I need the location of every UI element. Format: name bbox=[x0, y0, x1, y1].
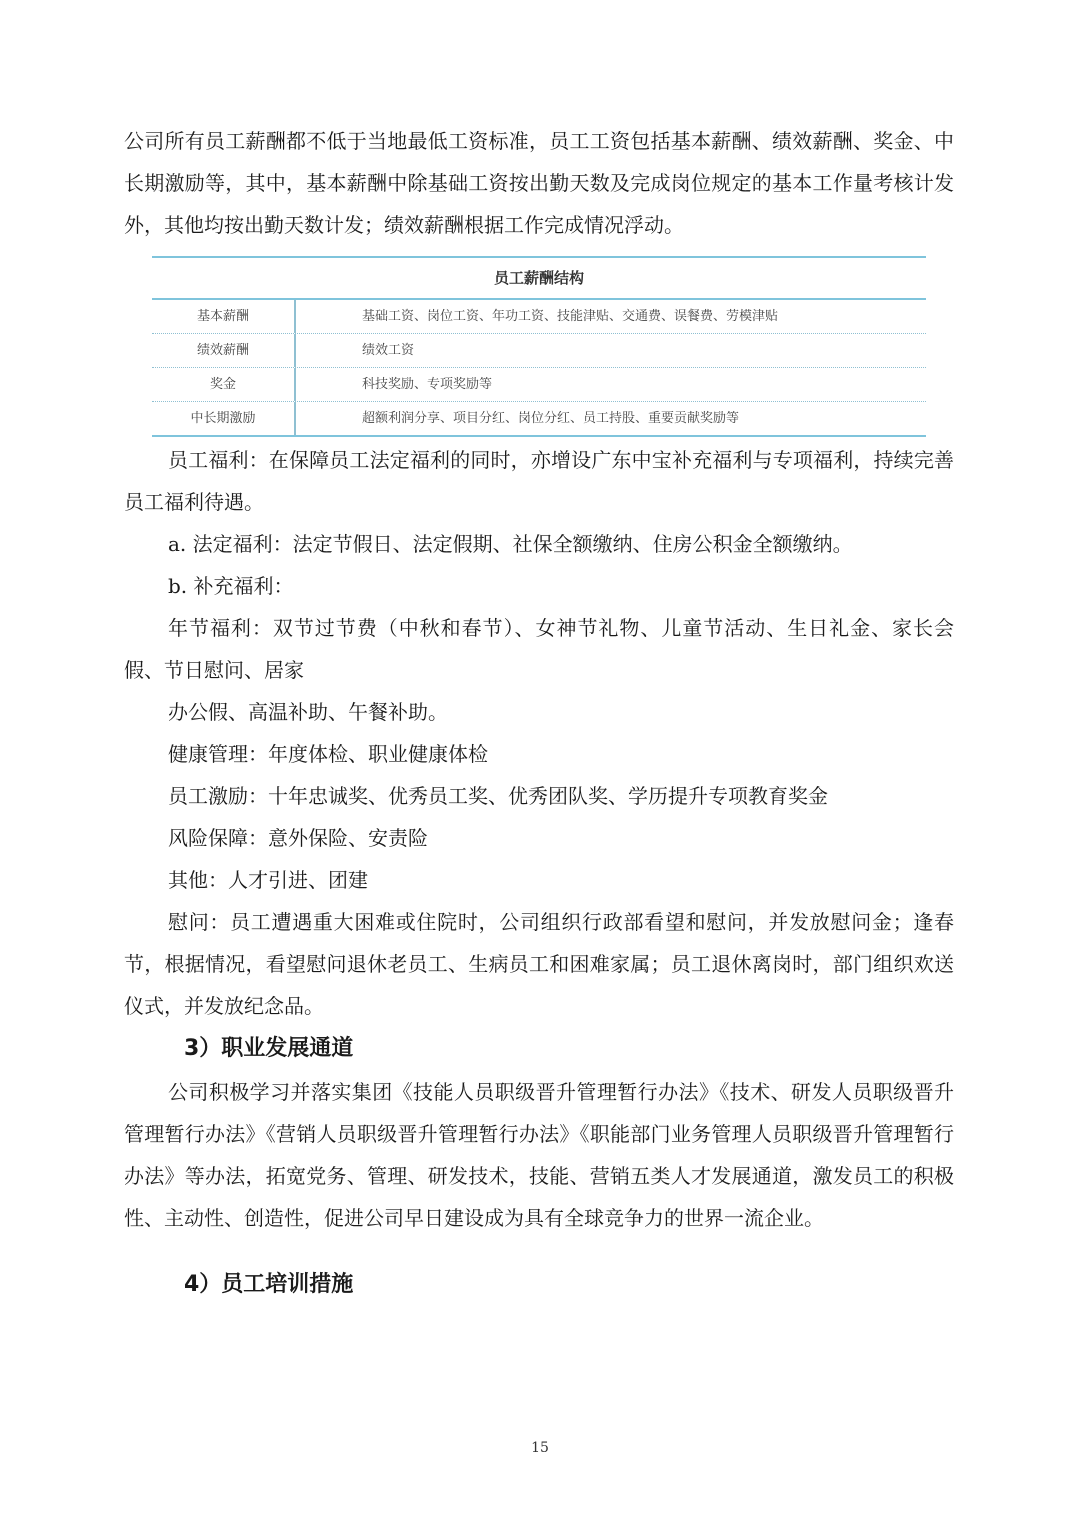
table-row bbox=[152, 334, 926, 368]
festival-welfare: 年节福利：双节过节费（中秋和春节）、女神节礼物、儿童节活动、生日礼金、家长会假、节日慰问、居家 bbox=[124, 616, 954, 682]
row-name: 奖金 bbox=[152, 368, 296, 401]
section-heading-training: 4）员工培训措施 bbox=[184, 1272, 354, 1297]
health-management: 健康管理：年度体检、职业健康体检 bbox=[168, 742, 488, 766]
row-detail: 超额利润分享、项目分红、岗位分红、员工持股、重要贡献奖励等 bbox=[362, 411, 740, 426]
legal-welfare: a. 法定福利：法定节假日、法定假期、社保全额缴纳、住房公积金全额缴纳。 bbox=[168, 532, 853, 556]
table-row bbox=[152, 402, 926, 437]
intro-paragraph: 公司所有员工薪酬都不低于当地最低工资标准，员工工资包括基本薪酬、绩效薪酬、奖金、中长期激励等，其中，基本薪酬中除基础工资按出勤天数及完成岗位规定的基本工作量考核计发外，其他均按出勤天数计发；绩效薪酬根据工作完成情况浮动。 bbox=[124, 129, 954, 237]
festival-welfare-cont: 办公假、高温补助、午餐补助。 bbox=[168, 700, 448, 724]
row-name: 基本薪酬 bbox=[152, 300, 296, 333]
condolence-paragraph: 慰问：员工遭遇重大困难或住院时，公司组织行政部看望和慰问，并发放慰问金；逢春节，根据情况，看望慰问退休老员工、生病员工和困难家属；员工退休离岗时，部门组织欢送仪式，并发放纪念品。 bbox=[124, 910, 954, 1018]
risk-protection: 风险保障：意外保险、安责险 bbox=[168, 826, 428, 850]
section-heading-career: 3）职业发展通道 bbox=[184, 1036, 354, 1061]
row-detail: 基础工资、岗位工资、年功工资、技能津贴、交通费、误餐费、劳模津贴 bbox=[362, 309, 779, 324]
salary-structure-table bbox=[152, 256, 926, 437]
row-detail: 科技奖励、专项奖励等 bbox=[362, 377, 493, 392]
row-name: 中长期激励 bbox=[152, 402, 296, 435]
row-name: 绩效薪酬 bbox=[152, 334, 296, 367]
table-row bbox=[152, 368, 926, 402]
document-page bbox=[124, 120, 954, 1307]
career-paragraph: 公司积极学习并落实集团《技能人员职级晋升管理暂行办法》《技术、研发人员职级晋升管理暂行办法》《营销人员职级晋升管理暂行办法》《职能部门业务管理人员职级晋升管理暂行办法》等办法，拓宽党务、管理、研发技术，技能、营销五类人才发展通道，激发员工的积极性、主动性、创造性，促进公司早日建设成为具有全球竞争力的世界一流企业。 bbox=[124, 1080, 954, 1230]
employee-incentive: 员工激励：十年忠诚奖、优秀员工奖、优秀团队奖、学历提升专项教育奖金 bbox=[168, 784, 828, 808]
supplement-welfare-title: b. 补充福利： bbox=[168, 574, 294, 598]
page-number: 15 bbox=[531, 1440, 549, 1456]
welfare-intro: 员工福利：在保障员工法定福利的同时，亦增设广东中宝补充福利与专项福利，持续完善员工福利待遇。 bbox=[124, 448, 954, 514]
table-title: 员工薪酬结构 bbox=[152, 256, 926, 300]
table-row bbox=[152, 300, 926, 334]
row-detail: 绩效工资 bbox=[362, 343, 415, 358]
other-welfare: 其他：人才引进、团建 bbox=[168, 868, 368, 892]
